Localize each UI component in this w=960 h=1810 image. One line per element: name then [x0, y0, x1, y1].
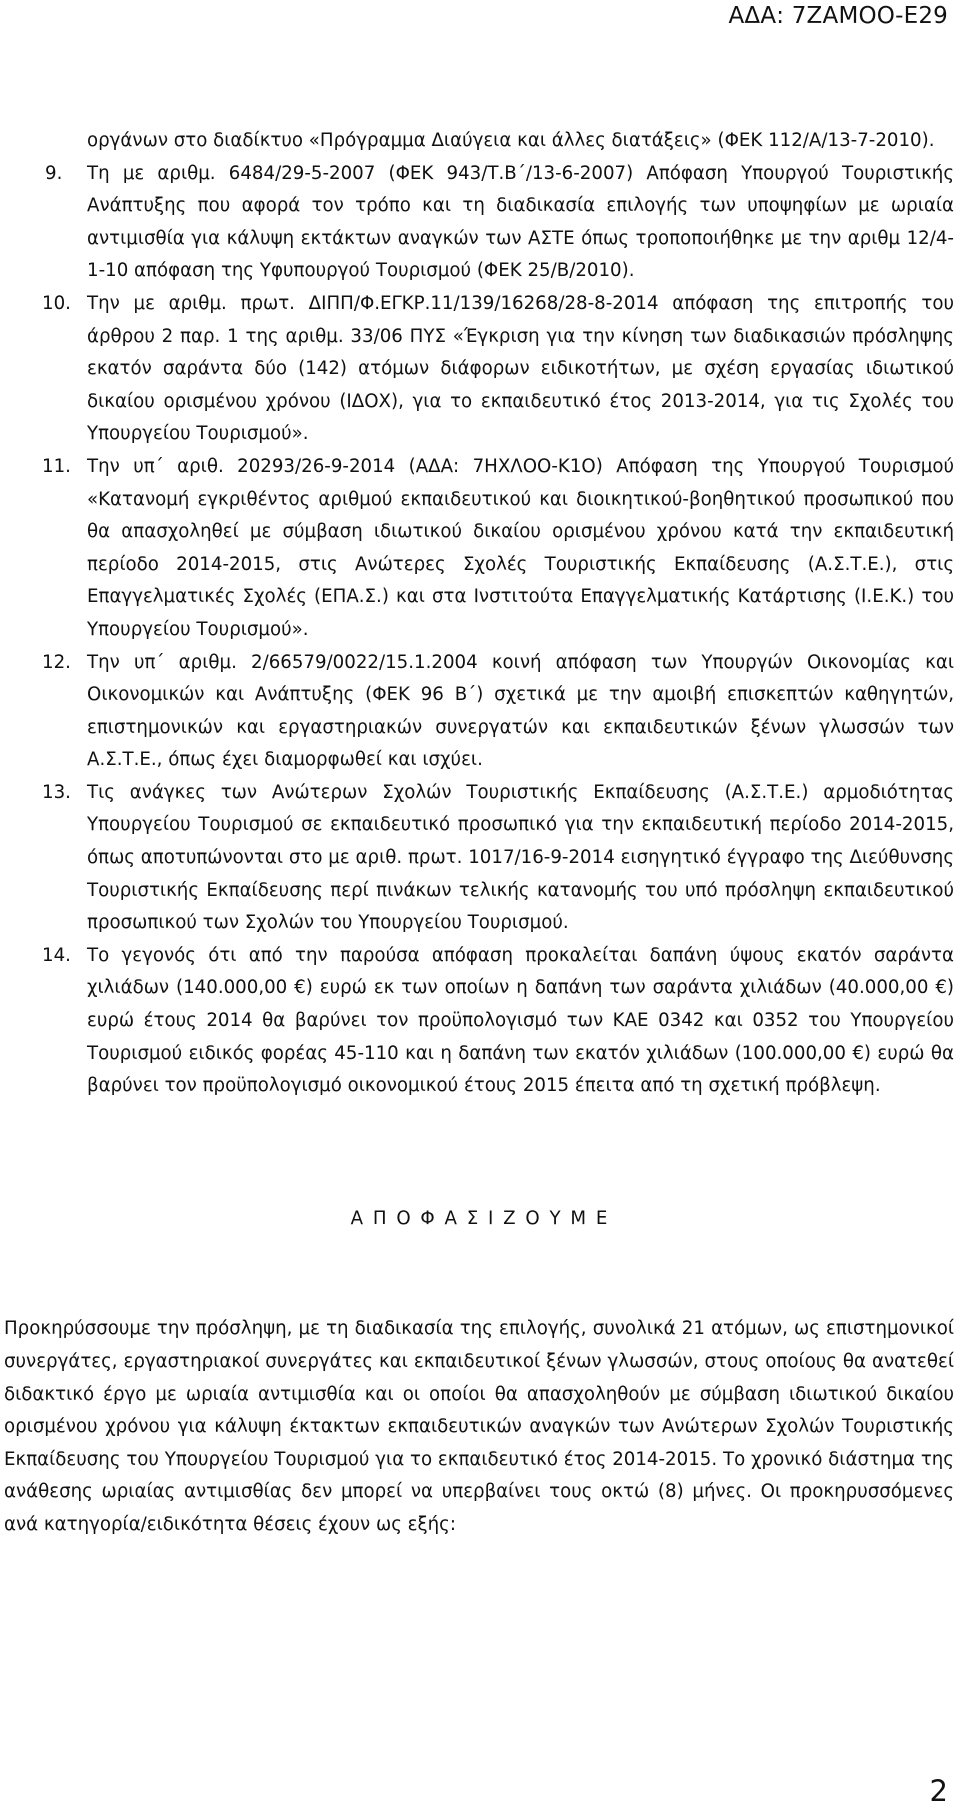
list-item-13: [0, 777, 960, 940]
list-number: 11.: [42, 455, 71, 477]
ada-identifier: ΑΔΑ: 7ΖΑΜΟΟ-Ε29: [728, 3, 948, 29]
list-item-text: Τη με αριθμ. 6484/29-5-2007 (ΦΕΚ 943/Τ.Β΄/13-6-2007) Απόφαση Υπουργού Τουριστικής Ανάπτυξης που αφορά τον τρόπο και τη διαδικασία επιλογής των υποψηφίων με ωριαία αντιμισθία για κάλυψη εκτάκτων αναγκών των ΑΣΤΕ όπως τροποποιήθηκε με την αριθμ 12/4-1-10 απόφαση της Υφυπουργού Τουρισμού (ΦΕΚ 25/Β/2010).: [87, 162, 954, 282]
list-item-text: Το γεγονός ότι από την παρούσα απόφαση προκαλείται δαπάνη ύψους εκατόν σαράντα χιλιάδων (140.000,00 €) ευρώ εκ των οποίων η δαπάνη των σαράντα χιλιάδων (40.000,00 €) ευρώ έτους 2014 θα βαρύνει τον προϋπολογισμό των ΚΑΕ 0342 και 0352 του Υπουργείου Τουρισμού ειδικός φορέας 45-110 και η δαπάνη των εκατόν χιλιάδων (100.000,00 €) ευρώ θα βαρύνει τον προϋπολογισμό οικονομικού έτους 2015 έπειτα από τη σχετική πρόβλεψη.: [87, 944, 954, 1097]
list-item-9: [0, 158, 960, 288]
document-body: [0, 125, 960, 1542]
list-number: 14.: [42, 944, 71, 966]
list-number: 12.: [42, 651, 71, 673]
decision-paragraph: Προκηρύσσουμε την πρόσληψη, με τη διαδικασία της επιλογής, συνολικά 21 ατόμων, ως επιστημονικοί συνεργάτες, εργαστηριακοί συνεργάτες και εκπαιδευτικοί ξένων γλωσσών, στους οποίους θα ανατεθεί διδακτικό έργο με ωριαία αντιμισθία και οι οποίοι θα απασχοληθούν με σύμβαση ιδιωτικού δικαίου ορισμένου χρόνου για κάλυψη έκτακτων εκπαιδευτικών αναγκών των Ανώτερων Σχολών Τουριστικής Εκπαίδευσης του Υπουργείου Τουρισμού για το εκπαιδευτικό έτος 2014-2015. Το χρονικό διάστημα της ανάθεσης ωριαίας αντιμισθίας δεν μπορεί να υπερβαίνει τους οκτώ (8) μήνες. Οι προκηρυσσόμενες ανά κατηγορία/ειδικότητα θέσεις έχουν ως εξής:: [4, 1318, 954, 1535]
list-number: 10.: [42, 292, 71, 314]
list-item-14: [0, 940, 960, 1103]
decision-heading: Α Π Ο Φ Α Σ Ι Ζ Ο Υ Μ Ε: [350, 1207, 610, 1229]
list-item-12: [0, 647, 960, 777]
continuation-paragraph: οργάνων στο διαδίκτυο «Πρόγραμμα Διαύγεια και άλλες διατάξεις» (ΦΕΚ 112/Α/13-7-2010).: [87, 130, 935, 151]
list-item-text: Την με αριθμ. πρωτ. ΔΙΠΠ/Φ.ΕΓΚΡ.11/139/16268/28-8-2014 απόφαση της επιτροπής του άρθρου 2 παρ. 1 της αριθμ. 33/06 ΠΥΣ «Έγκριση για την κίνηση των διαδικασιών πρόσληψης εκατόν σαράντα δύο (142) ατόμων διάφορων ειδικοτήτων, με σχέση εργασίας ιδιωτικού δικαίου ορισμένου χρόνου (ΙΔΟΧ), για το εκπαιδευτικό έτος 2013-2014, για τις Σχολές του Υπουργείου Τουρισμού».: [87, 292, 954, 445]
list-item-10: [0, 288, 960, 451]
list-item-text: Την υπ΄ αριθ. 20293/26-9-2014 (ΑΔΑ: 7ΗΧΛΟΟ-Κ1Ο) Απόφαση της Υπουργού Τουρισμού «Κατανομή εγκριθέντος αριθμού εκπαιδευτικού και διοικητικού-βοηθητικού προσωπικού που θα απασχοληθεί με σύμβαση ιδιωτικού δικαίου ορισμένου χρόνου κατά την εκπαιδευτική περίοδο 2014-2015, στις Ανώτερες Σχολές Τουριστικής Εκπαίδευσης (Α.Σ.Τ.Ε.), στις Επαγγελματικές Σχολές (ΕΠΑ.Σ.) και στα Ινστιτούτα Επαγγελματικής Κατάρτισης (Ι.Ε.Κ.) του Υπουργείου Τουρισμού».: [87, 455, 954, 640]
list-item-text: Την υπ΄ αριθμ. 2/66579/0022/15.1.2004 κοινή απόφαση των Υπουργών Οικονομίας και Οικονομικών και Ανάπτυξης (ΦΕΚ 96 Β΄) σχετικά με την αμοιβή επισκεπτών καθηγητών, επιστημονικών και εργαστηριακών συνεργατών και εκπαιδευτικών ξένων γλωσσών των Α.Σ.Τ.Ε., όπως έχει διαμορφωθεί και ισχύει.: [87, 651, 954, 771]
list-number: 13.: [42, 781, 71, 803]
list-item-11: [0, 451, 960, 647]
page-number: 2: [929, 1774, 948, 1808]
list-number: 9.: [45, 162, 63, 184]
list-item-text: Τις ανάγκες των Ανώτερων Σχολών Τουριστικής Εκπαίδευσης (Α.Σ.Τ.Ε.) αρμοδιότητας Υπουργείου Τουρισμού σε εκπαιδευτικό προσωπικό για την εκπαιδευτική περίοδο 2014-2015, όπως αποτυπώνονται στο με αριθ. πρωτ. 1017/16-9-2014 εισηγητικό έγγραφο της Διεύθυνσης Τουριστικής Εκπαίδευσης περί πινάκων τελικής κατανομής του υπό πρόσληψη εκπαιδευτικού προσωπικού των Σχολών του Υπουργείου Τουρισμού.: [87, 781, 954, 934]
